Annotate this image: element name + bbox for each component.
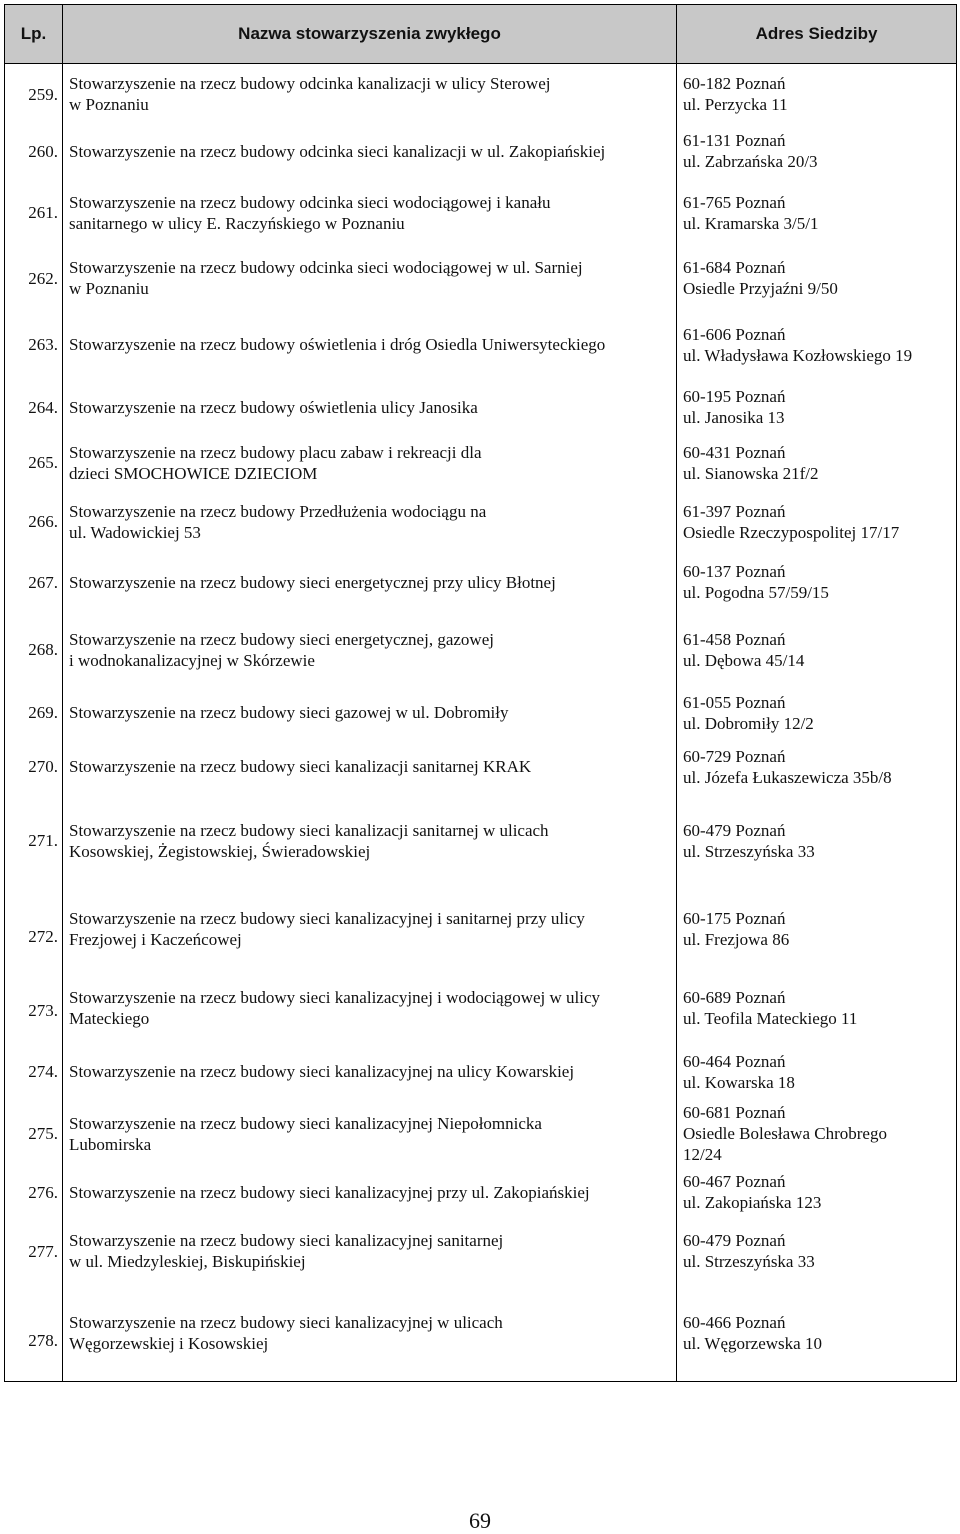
association-name-line: w Poznaniu: [69, 95, 149, 115]
row-number: 262.: [5, 248, 63, 309]
table-row: [5, 1044, 957, 1100]
seat-address-line: 60-175 Poznań: [683, 909, 786, 928]
row-number: 259.: [5, 64, 63, 125]
row-number: 271.: [5, 795, 63, 887]
seat-address-line: 60-689 Poznań: [683, 987, 786, 1007]
association-name: [63, 795, 677, 887]
association-name-line: Stowarzyszenie na rzecz budowy sieci kanalizacyjnej sanitarnej: [69, 1231, 504, 1250]
seat-address-line: 61-055 Poznań: [683, 692, 786, 712]
association-name: [63, 309, 677, 381]
association-name-line: Stowarzyszenie na rzecz budowy sieci kanalizacyjnej przy ul. Zakopiańskiej: [69, 1182, 590, 1202]
table-row: [5, 972, 957, 1044]
association-name: [63, 887, 677, 972]
association-name-line: Stowarzyszenie na rzecz budowy sieci energetycznej przy ulicy Błotnej: [69, 572, 556, 592]
associations-table: [4, 4, 957, 1382]
seat-address-line: ul. Dębowa 45/14: [683, 650, 805, 670]
association-name-line: w Poznaniu: [69, 279, 149, 298]
seat-address-line: 61-397 Poznań: [683, 501, 786, 521]
seat-address-line: ul. Strzeszyńska 33: [683, 1252, 815, 1271]
seat-address-line: 60-479 Poznań: [683, 820, 786, 840]
row-number: 270.: [5, 739, 63, 795]
row-number: 276.: [5, 1168, 63, 1217]
seat-address: [677, 309, 957, 381]
seat-address-line: Osiedle Bolesława Chrobrego: [683, 1124, 887, 1143]
seat-address: [677, 972, 957, 1044]
association-name-line: Stowarzyszenie na rzecz budowy sieci kanalizacyjnej na ulicy Kowarskiej: [69, 1062, 575, 1081]
association-name: [63, 434, 677, 492]
row-number: 278.: [5, 1286, 63, 1382]
association-name-line: Stowarzyszenie na rzecz budowy odcinka kanalizacji w ulicy Sterowej: [69, 74, 551, 94]
table-row: [5, 309, 957, 381]
seat-address: [677, 1100, 957, 1168]
table-body: [5, 64, 957, 1382]
seat-address: [677, 178, 957, 248]
table-row: [5, 1286, 957, 1382]
seat-address-line: ul. Strzeszyńska 33: [683, 841, 815, 861]
table-row: [5, 434, 957, 492]
page-number: 69: [469, 1508, 491, 1533]
seat-address: [677, 381, 957, 434]
association-name-line: Frezjowej i Kaczeńcowej: [69, 930, 242, 949]
seat-address-line: 60-182 Poznań: [683, 74, 786, 94]
seat-address-line: 61-131 Poznań: [683, 131, 786, 150]
association-name: [63, 64, 677, 125]
association-name-line: Stowarzyszenie na rzecz budowy sieci gazowej w ul. Dobromiły: [69, 703, 509, 722]
seat-address: [677, 739, 957, 795]
seat-address: [677, 492, 957, 552]
seat-address-line: 60-466 Poznań: [683, 1313, 786, 1333]
seat-address-line: ul. Dobromiły 12/2: [683, 713, 814, 733]
association-name-line: Stowarzyszenie na rzecz budowy placu zabaw i rekreacji dla: [69, 442, 482, 462]
association-name: [63, 492, 677, 552]
association-name: [63, 248, 677, 309]
association-name-line: Stowarzyszenie na rzecz budowy sieci energetycznej, gazowej: [69, 629, 494, 649]
association-name: [63, 1286, 677, 1382]
seat-address-line: 60-137 Poznań: [683, 562, 786, 581]
row-number: 268.: [5, 613, 63, 687]
association-name-line: Stowarzyszenie na rzecz budowy odcinka sieci wodociągowej i kanału: [69, 192, 551, 212]
row-number: 264.: [5, 381, 63, 434]
table-row: [5, 687, 957, 739]
seat-address: [677, 552, 957, 613]
header-name: Nazwa stowarzyszenia zwykłego: [63, 5, 677, 64]
row-number: 265.: [5, 434, 63, 492]
association-name-line: Stowarzyszenie na rzecz budowy oświetlenia ulicy Janosika: [69, 397, 478, 417]
association-name: [63, 1168, 677, 1217]
seat-address-line: ul. Zakopiańska 123: [683, 1193, 822, 1212]
table-row: [5, 64, 957, 125]
seat-address-line: Osiedle Rzeczypospolitej 17/17: [683, 522, 900, 542]
association-name-line: sanitarnego w ulicy E. Raczyńskiego w Poznaniu: [69, 213, 405, 233]
header-lp: Lp.: [5, 5, 63, 64]
association-name-line: Węgorzewskiej i Kosowskiej: [69, 1334, 269, 1354]
row-number: 263.: [5, 309, 63, 381]
association-name-line: Stowarzyszenie na rzecz budowy sieci kanalizacji sanitarnej KRAK: [69, 757, 532, 776]
table-header-row: [5, 5, 957, 64]
association-name-line: Lubomirska: [69, 1134, 152, 1154]
association-name: [63, 178, 677, 248]
seat-address-line: ul. Kowarska 18: [683, 1072, 795, 1092]
seat-address: [677, 795, 957, 887]
association-name: [63, 381, 677, 434]
association-name: [63, 125, 677, 178]
seat-address: [677, 887, 957, 972]
row-number: 274.: [5, 1044, 63, 1100]
row-number: 261.: [5, 178, 63, 248]
seat-address-line: ul. Pogodna 57/59/15: [683, 583, 829, 602]
table-row: [5, 887, 957, 972]
table-row: [5, 613, 957, 687]
seat-address: [677, 1217, 957, 1286]
table-row: [5, 248, 957, 309]
seat-address: [677, 1286, 957, 1382]
seat-address-line: ul. Kramarska 3/5/1: [683, 213, 819, 233]
association-name-line: Stowarzyszenie na rzecz budowy sieci kanalizacji sanitarnej w ulicach: [69, 820, 549, 840]
row-number: 277.: [5, 1217, 63, 1286]
table-row: [5, 492, 957, 552]
table-row: [5, 178, 957, 248]
association-name: [63, 972, 677, 1044]
association-name-line: Kosowskiej, Żegistowskiej, Świeradowskiej: [69, 841, 371, 861]
seat-address-line: 60-681 Poznań: [683, 1103, 786, 1122]
seat-address-line: 61-684 Poznań: [683, 258, 786, 277]
seat-address-line: 61-765 Poznań: [683, 192, 786, 212]
association-name-line: Stowarzyszenie na rzecz budowy sieci kanalizacyjnej w ulicach: [69, 1313, 503, 1333]
table-row: [5, 795, 957, 887]
seat-address: [677, 248, 957, 309]
seat-address: [677, 1044, 957, 1100]
seat-address-line: 12/24: [683, 1145, 722, 1164]
row-number: 269.: [5, 687, 63, 739]
seat-address: [677, 687, 957, 739]
seat-address-line: ul. Józefa Łukaszewicza 35b/8: [683, 767, 892, 787]
seat-address-line: 60-431 Poznań: [683, 442, 786, 462]
seat-address-line: ul. Władysława Kozłowskiego 19: [683, 345, 913, 365]
association-name: [63, 687, 677, 739]
association-name-line: Stowarzyszenie na rzecz budowy odcinka sieci kanalizacji w ul. Zakopiańskiej: [69, 141, 606, 161]
association-name-line: Mateckiego: [69, 1008, 150, 1028]
association-name-line: w ul. Miedzyleskiej, Biskupińskiej: [69, 1252, 306, 1271]
register-page: [4, 4, 956, 1382]
row-number: 260.: [5, 125, 63, 178]
association-name: [63, 1217, 677, 1286]
seat-address: [677, 64, 957, 125]
table-row: [5, 739, 957, 795]
table-row: [5, 552, 957, 613]
seat-address-line: ul. Frezjowa 86: [683, 930, 790, 949]
seat-address-line: 60-464 Poznań: [683, 1051, 786, 1071]
association-name-line: Stowarzyszenie na rzecz budowy sieci kanalizacyjnej Niepołomnicka: [69, 1113, 542, 1133]
seat-address: [677, 613, 957, 687]
seat-address-line: Osiedle Przyjaźni 9/50: [683, 279, 838, 298]
table-row: [5, 125, 957, 178]
seat-address-line: ul. Teofila Mateckiego 11: [683, 1008, 858, 1028]
seat-address-line: 61-606 Poznań: [683, 324, 786, 344]
association-name: [63, 1044, 677, 1100]
table-row: [5, 381, 957, 434]
association-name-line: Stowarzyszenie na rzecz budowy oświetlenia i dróg Osiedla Uniwersyteckiego: [69, 335, 606, 354]
association-name: [63, 613, 677, 687]
seat-address-line: ul. Węgorzewska 10: [683, 1334, 822, 1354]
association-name-line: Stowarzyszenie na rzecz budowy sieci kanalizacyjnej i wodociągowej w ulicy: [69, 987, 601, 1007]
seat-address-line: ul. Sianowska 21f/2: [683, 463, 819, 483]
seat-address-line: 60-195 Poznań: [683, 387, 786, 406]
association-name-line: Stowarzyszenie na rzecz budowy odcinka sieci wodociągowej w ul. Sarniej: [69, 258, 583, 277]
seat-address-line: ul. Janosika 13: [683, 408, 785, 427]
seat-address-line: 61-458 Poznań: [683, 629, 786, 649]
table-row: [5, 1217, 957, 1286]
seat-address: [677, 125, 957, 178]
seat-address-line: ul. Perzycka 11: [683, 95, 788, 115]
row-number: 267.: [5, 552, 63, 613]
association-name-line: i wodnokanalizacyjnej w Skórzewie: [69, 650, 315, 670]
association-name-line: ul. Wadowickiej 53: [69, 522, 201, 542]
row-number: 272.: [5, 887, 63, 972]
header-address: Adres Siedziby: [677, 5, 957, 64]
seat-address: [677, 1168, 957, 1217]
association-name: [63, 552, 677, 613]
table-row: [5, 1168, 957, 1217]
seat-address-line: 60-467 Poznań: [683, 1172, 786, 1191]
seat-address: [677, 434, 957, 492]
association-name: [63, 1100, 677, 1168]
seat-address-line: 60-479 Poznań: [683, 1231, 786, 1250]
association-name-line: dzieci SMOCHOWICE DZIECIOM: [69, 463, 318, 483]
seat-address-line: 60-729 Poznań: [683, 746, 786, 766]
association-name: [63, 739, 677, 795]
association-name-line: Stowarzyszenie na rzecz budowy sieci kanalizacyjnej i sanitarnej przy ulicy: [69, 909, 585, 928]
row-number: 266.: [5, 492, 63, 552]
association-name-line: Stowarzyszenie na rzecz budowy Przedłużenia wodociągu na: [69, 501, 487, 521]
row-number: 273.: [5, 972, 63, 1044]
seat-address-line: ul. Zabrzańska 20/3: [683, 152, 818, 171]
row-number: 275.: [5, 1100, 63, 1168]
table-row: [5, 1100, 957, 1168]
